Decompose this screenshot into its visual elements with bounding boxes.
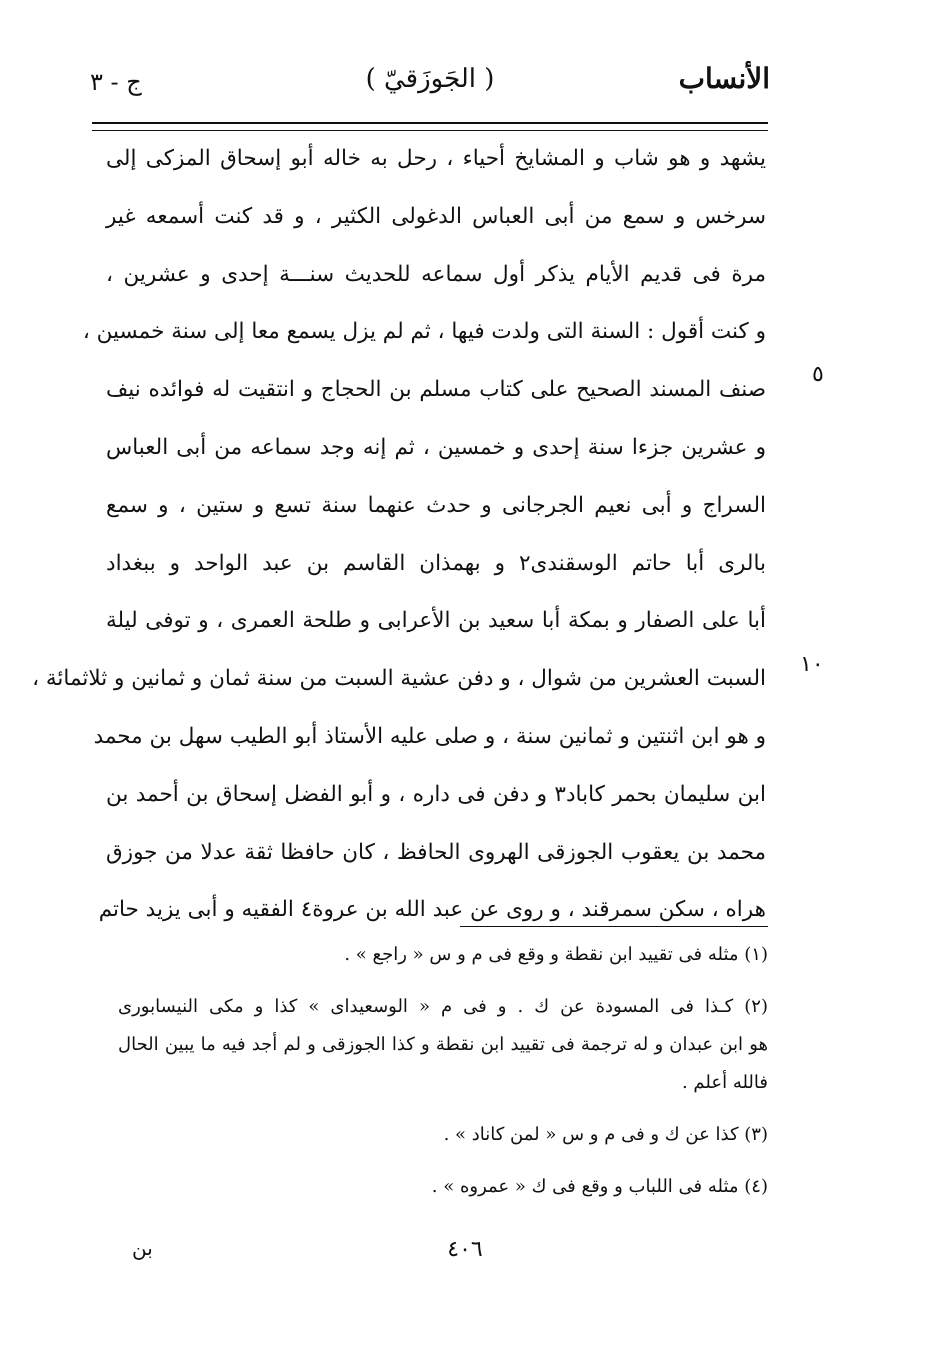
- footnote-2: (٢) كـذا فى المسودة عن ك . و فى م « الوسعيداى » كذا و مكى النيسابورى: [118, 996, 768, 1017]
- text-line: و كنت أقول : السنة التى ولدت فيها ، ثم لم يزل يسمع معا إلى سنة خمسين ،: [82, 319, 766, 345]
- line-number-5: ٥: [812, 362, 824, 387]
- running-header: [90, 62, 770, 108]
- page-number: ٤٠٦: [447, 1237, 483, 1262]
- signature-mark: بن: [132, 1236, 153, 1260]
- text-line: يشهد و هو شاب و المشايخ أحياء ، رحل به خاله أبو إسحاق المزكى إلى: [106, 146, 766, 171]
- footnote-rule: [460, 926, 768, 927]
- footnote-3: (٣) كذا عن ك و فى م و س « لمن كاناد » .: [443, 1124, 768, 1145]
- line-number-10: ١٠: [800, 652, 824, 677]
- text-line: ابن سليمان بحمر كاباد٣ و دفن فى داره ، و أبو الفضل إسحاق بن أحمد بن: [106, 781, 766, 807]
- text-line: السراج و أبى نعيم الجرجانى و حدث عنهما سنة تسع و ستين ، و سمع: [106, 492, 766, 518]
- footnote-2-end: فالله أعلم .: [681, 1072, 768, 1093]
- volume-label: ج - ٣: [90, 68, 142, 96]
- text-line: محمد بن يعقوب الجوزقى الهروى الحافظ ، كان حافظا ثقة عدلا من جوزق: [106, 839, 766, 865]
- text-line: هراه ، سكن سمرقند ، و روى عن عبد الله بن عروة٤ الفقيه و أبى يزيد حاتم: [98, 897, 766, 923]
- text-line: مرة فى قديم الأيام يذكر أول سماعه للحديث سنـــة إحدى و عشرين ،: [106, 261, 766, 287]
- entry-title: ( الجَوزَقيّ ): [365, 64, 495, 94]
- text-line: و عشرين جزءا سنة إحدى و خمسين ، ثم إنه وجد سماعه من أبى العباس: [106, 434, 766, 460]
- book-title: الأنساب: [678, 62, 770, 95]
- text-line: السبت العشرين من شوال ، و دفن عشية السبت من سنة ثمان و ثمانين و ثلاثمائة ،: [32, 666, 766, 692]
- footnote-1: (١) مثله فى تقييد ابن نقطة و وقع فى م و س « راجع » .: [344, 944, 768, 965]
- footnote-2-continued: هو ابن عبدان و له ترجمة فى تقييد ابن نقطة و كذا الجوزقى و لم أجد فيه ما يبين الحال: [118, 1034, 768, 1055]
- main-text: [32, 130, 766, 939]
- text-line: بالرى أبا حاتم الوسقندى٢ و بهمذان القاسم بن عبد الواحد و ببغداد: [106, 550, 766, 576]
- text-line: سرخس و سمع من أبى العباس الدغولى الكثير ، و قد كنت أسمعه غير: [106, 203, 766, 229]
- text-line: أبا على الصفار و بمكة أبا سعيد بن الأعرابى و طلحة العمرى ، و توفى ليلة: [106, 608, 766, 634]
- footnotes: [118, 936, 768, 1206]
- text-line: صنف المسند الصحيح على كتاب مسلم بن الحجاج و انتقيت له فوائده نيف: [106, 377, 766, 403]
- footnote-4: (٤) مثله فى اللباب و وقع فى ك « عمروه » .: [431, 1176, 768, 1197]
- text-line: و هو ابن اثنتين و ثمانين سنة ، و صلى عليه الأستاذ أبو الطيب سهل بن محمد: [93, 723, 766, 749]
